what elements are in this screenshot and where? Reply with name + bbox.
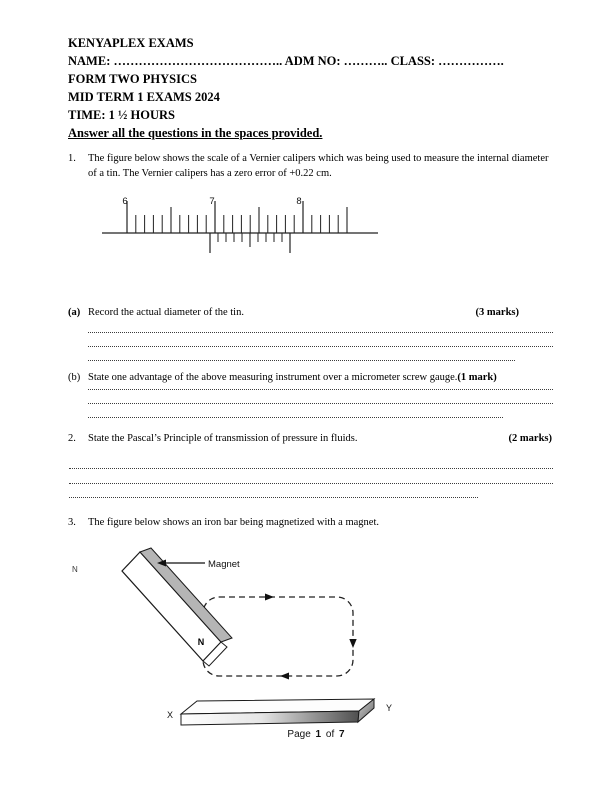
exam-time: TIME: 1 ½ HOURS <box>68 108 175 122</box>
iron-bar-front-face <box>181 711 359 725</box>
question-2-text: State the Pascal’s Principle of transmission of pressure in fluids. <box>88 433 358 444</box>
question-1-text: The figure below shows the scale of a Vernier calipers which was being used to measure the internal diameter of a tin. The Vernier calipers has a zero error of +0.22 cm. <box>88 153 549 179</box>
question-2-marks: (2 marks) <box>508 433 552 444</box>
question-1a <box>68 306 555 321</box>
scale-label-7: 7 <box>209 196 215 207</box>
question-1-number: 1. <box>68 153 76 164</box>
exam-term: MID TERM 1 EXAMS 2024 <box>68 90 220 104</box>
question-1b-text-body: State one advantage of the above measuring instrument over a micrometer screw gauge. <box>88 372 458 383</box>
bar-end-label-y: Y <box>386 703 393 713</box>
magnet-pole-label: N <box>197 637 205 647</box>
answer-line <box>88 384 553 390</box>
page-total: 7 <box>339 729 345 740</box>
answer-line <box>69 478 553 484</box>
question-1b-label: (b) <box>68 372 81 383</box>
question-1 <box>68 152 555 181</box>
question-1a-text: Record the actual diameter of the tin. <box>88 307 244 318</box>
exam-title: KENYAPLEX EXAMS <box>68 36 194 50</box>
question-3 <box>68 516 555 531</box>
scale-label-8: 8 <box>296 196 302 207</box>
answer-line <box>69 463 553 469</box>
question-3-text: The figure below shows an iron bar being magnetized with a magnet. <box>88 517 379 528</box>
question-1b-marks: (1 mark) <box>457 372 497 383</box>
question-1a-marks: (3 marks) <box>475 307 519 318</box>
page-number: 1 <box>315 729 322 740</box>
page-footer <box>0 729 612 740</box>
page-word: Page <box>287 729 311 740</box>
adm-no-blank: ADM NO: ……….. <box>284 54 388 68</box>
magnet-label: Magnet <box>208 559 240 570</box>
answer-line <box>69 492 478 498</box>
student-info-line <box>68 52 555 70</box>
stroke-direction-arrow-right <box>349 639 356 648</box>
question-1a-label: (a) <box>68 307 81 318</box>
of-word: of <box>325 729 335 740</box>
exam-header <box>68 34 555 142</box>
magnetization-figure <box>60 545 420 745</box>
question-3-number: 3. <box>68 517 76 528</box>
answer-line <box>88 327 553 333</box>
magnet-bar-face <box>122 552 221 661</box>
stroke-direction-arrow-bottom <box>280 673 289 680</box>
name-blank: NAME: ………………………………….. <box>68 54 283 68</box>
answer-line <box>88 398 553 404</box>
exam-instruction: Answer all the questions in the spaces provided. <box>68 126 323 140</box>
field-label-n: N <box>72 565 78 574</box>
vernier-calipers-figure <box>96 192 386 260</box>
stroke-direction-arrow-top <box>265 594 274 601</box>
form-subject: FORM TWO PHYSICS <box>68 72 197 86</box>
answer-line <box>88 341 553 347</box>
main-scale-minor-ticks <box>136 215 338 233</box>
answer-line <box>88 412 503 418</box>
answer-line <box>88 355 515 361</box>
question-2-number: 2. <box>68 433 76 444</box>
question-2 <box>68 432 555 447</box>
scale-label-6: 6 <box>122 196 128 207</box>
class-blank: CLASS: ……………. <box>390 54 504 68</box>
bar-end-label-x: X <box>166 710 173 720</box>
